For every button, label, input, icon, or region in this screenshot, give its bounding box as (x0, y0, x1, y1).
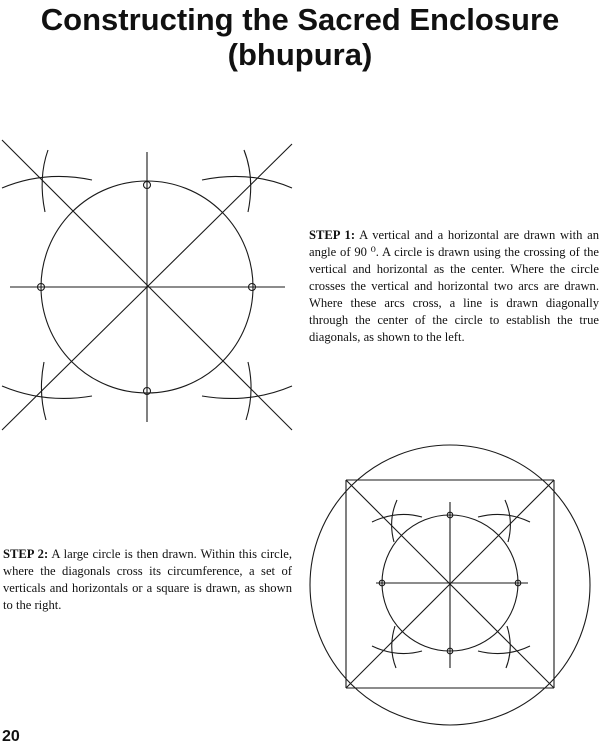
step2-arc-bottom-left-h (372, 646, 422, 654)
step1-arc-bottom-right-v (246, 362, 251, 420)
step2-arc-top-right-v (505, 500, 510, 542)
page-number: 20 (2, 728, 20, 745)
page-title (0, 2, 600, 72)
step2-arc-top-left-v (392, 500, 397, 542)
step2-paragraph (3, 546, 292, 614)
step2-text: A large circle is then drawn. Within this circle, where the diagonals cross its circumference, a set of verticals and horizontals or a square is drawn, as shown to the right. (3, 547, 292, 612)
step1-paragraph (309, 227, 599, 346)
page-title-line-1: Constructing the Sacred Enclosure (40, 2, 560, 37)
step1-arc-bottom-left-h (2, 386, 92, 398)
step1-arc-top-right-v (244, 150, 251, 212)
step2-arc-bottom-right-h (478, 646, 530, 654)
step1-arc-top-right-h (202, 176, 292, 188)
step2-diagram (300, 440, 600, 730)
step2-arc-bottom-right-v (506, 626, 510, 668)
step2-arc-top-left-h (372, 514, 422, 522)
step1-text: A vertical and a horizontal are drawn with an angle of 90 ⁰. A circle is drawn using the crossing of the vertical and horizontal as the center. Where the circle crosses the vertical and horizontal two arcs are drawn. Where these arcs cross, a line is drawn diagonally through the center of the circle to establish the true diagonals, as shown to the left. (309, 228, 599, 344)
step1-arc-top-left-h (2, 176, 92, 188)
step2-arc-bottom-left-v (392, 626, 396, 668)
step1-diagram (0, 130, 300, 430)
step2-arc-top-right-h (478, 514, 530, 522)
step1-arc-bottom-right-h (202, 386, 292, 398)
page-title-line-2: (bhupura) (227, 37, 373, 72)
step1-label: STEP 1: (309, 228, 356, 242)
step2-label: STEP 2: (3, 547, 49, 561)
